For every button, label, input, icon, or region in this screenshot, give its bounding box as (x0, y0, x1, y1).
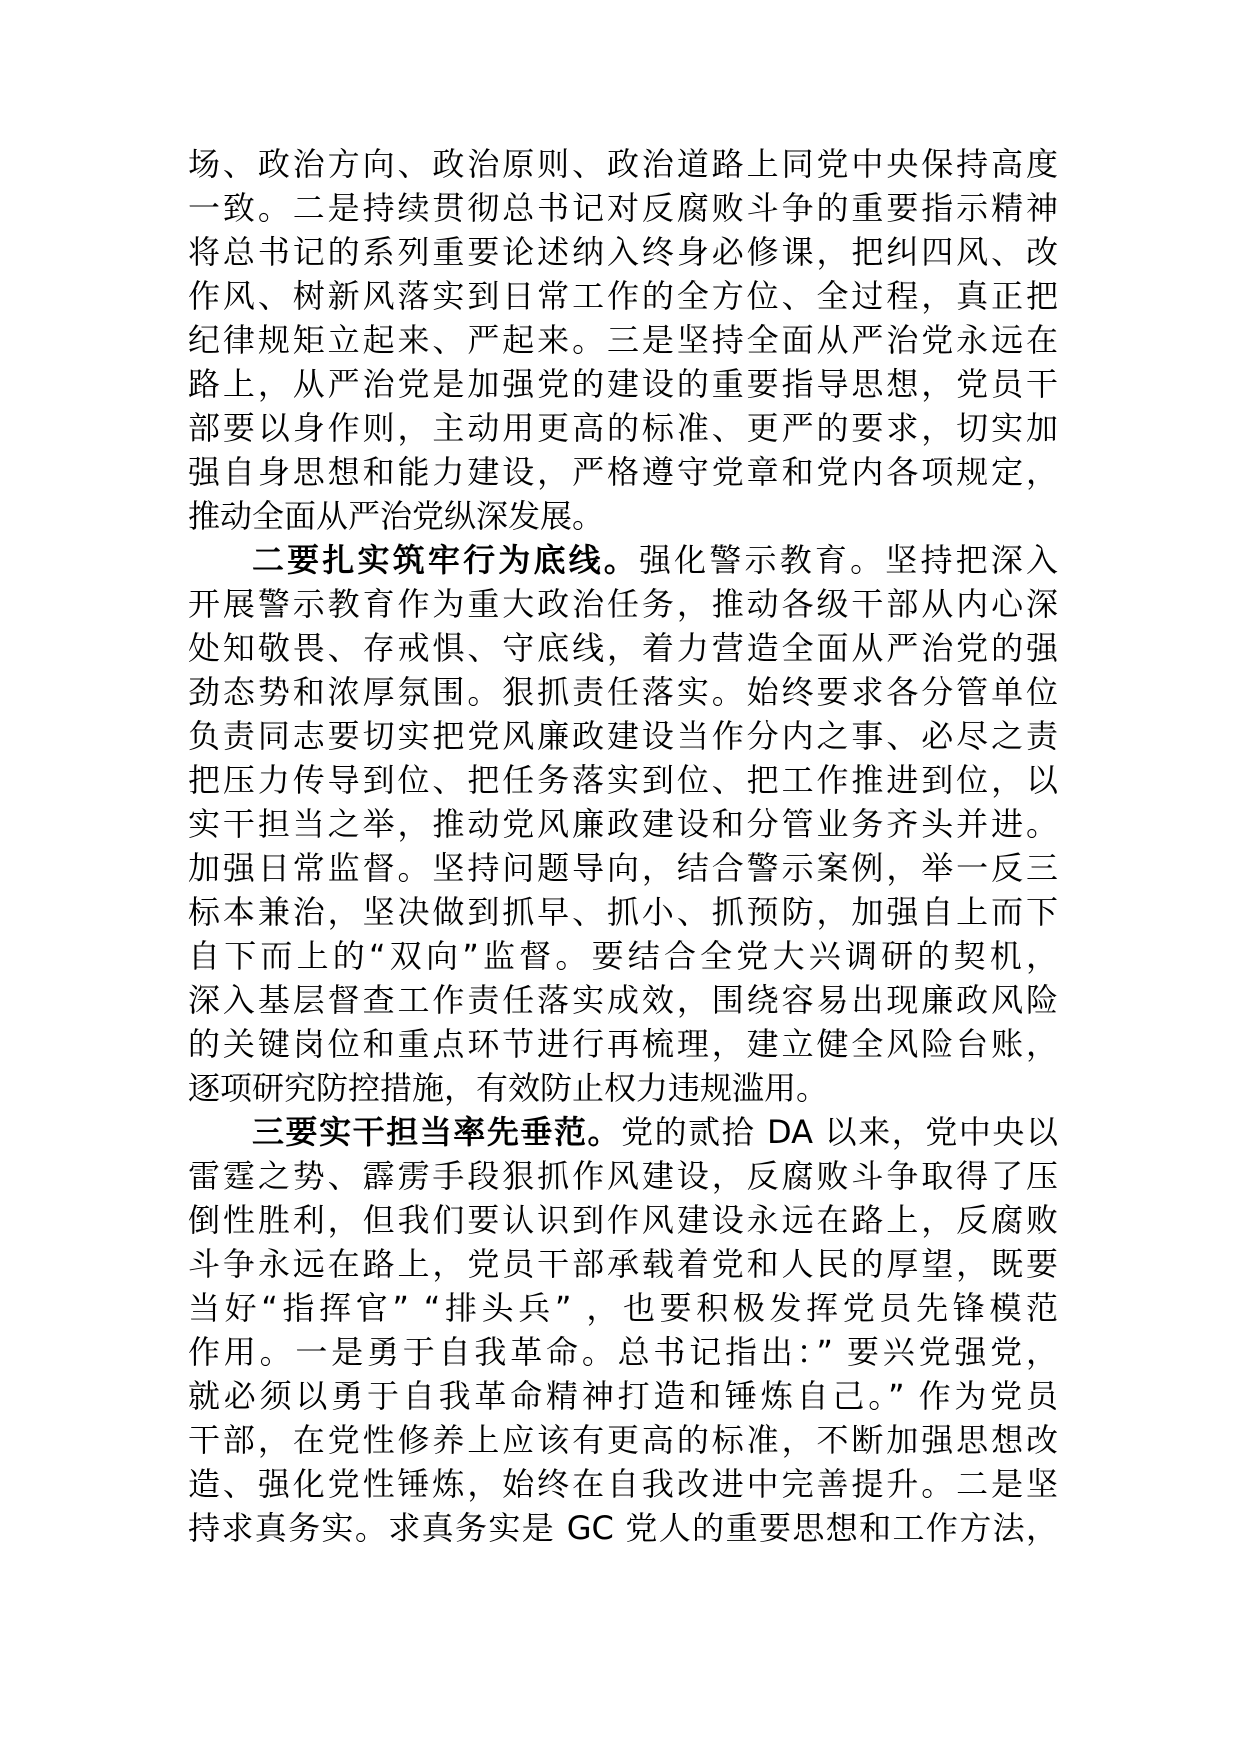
text-line: 推动全面从严治党纵深发展。 (188, 497, 605, 535)
text-line: 自下而上的“双向”监督。要结合全党大兴调研的契机， (188, 937, 1058, 975)
text-line: 劲态势和浓厚氛围。狠抓责任落实。始终要求各分管单位 (188, 673, 1058, 711)
text-line: 强自身思想和能力建设，严格遵守党章和党内各项规定， (188, 453, 1058, 491)
text-line: 将总书记的系列重要论述纳入终身必修课，把纠四风、改 (188, 233, 1058, 271)
text-line: 一致。二是持续贯彻总书记对反腐败斗争的重要指示精神 (188, 189, 1058, 227)
body-text (188, 142, 1058, 1550)
text-line: 纪律规矩立起来、严起来。三是坚持全面从严治党永远在 (188, 321, 1058, 359)
text-line: 加强日常监督。坚持问题导向，结合警示案例，举一反三 (188, 849, 1058, 887)
text-line: 部要以身作则，主动用更高的标准、更严的要求，切实加 (188, 409, 1058, 447)
text-line: 持求真务实。求真务实是 GC 党人的重要思想和工作方法， (188, 1509, 1058, 1547)
paragraph-heading-line (188, 1110, 1058, 1154)
text-line: 当好“指挥官” “排头兵” ，也要积极发挥党员先锋模范 (188, 1289, 1058, 1327)
text-line: 就必须以勇于自我革命精神打造和锤炼自己。” 作为党员 (188, 1377, 1058, 1415)
text-line: 路上，从严治党是加强党的建设的重要指导思想，党员干 (188, 365, 1058, 403)
text-line: 开展警示教育作为重大政治任务，推动各级干部从内心深 (188, 585, 1058, 623)
paragraph-heading-line (188, 538, 1058, 582)
heading-continuation: 党的贰拾 DA 以来，党中央以 (621, 1113, 1058, 1151)
text-line: 斗争永远在路上，党员干部承载着党和人民的厚望，既要 (188, 1245, 1058, 1283)
text-line: 雷霆之势、霹雳手段狠抓作风建设，反腐败斗争取得了压 (188, 1157, 1058, 1195)
text-line: 逐项研究防控措施，有效防止权力违规滥用。 (188, 1069, 829, 1107)
text-line: 深入基层督查工作责任落实成效，围绕容易出现廉政风险 (188, 981, 1058, 1019)
bold-heading: 三要实干担当率先垂范。 (252, 1113, 622, 1151)
text-line: 作风、树新风落实到日常工作的全方位、全过程，真正把 (188, 277, 1058, 315)
heading-continuation: 强化警示教育。坚持把深入 (639, 541, 1058, 579)
text-line: 倒性胜利，但我们要认识到作风建设永远在路上，反腐败 (188, 1201, 1058, 1239)
text-line: 造、强化党性锤炼，始终在自我改进中完善提升。二是坚 (188, 1465, 1058, 1503)
text-line: 处知敬畏、存戒惧、守底线，着力营造全面从严治党的强 (188, 629, 1058, 667)
text-line: 把压力传导到位、把任务落实到位、把工作推进到位，以 (188, 761, 1058, 799)
text-line: 作用。一是勇于自我革命。总书记指出：” 要兴党强党， (188, 1333, 1058, 1371)
text-line: 实干担当之举，推动党风廉政建设和分管业务齐头并进。 (188, 805, 1058, 843)
text-line: 场、政治方向、政治原则、政治道路上同党中央保持高度 (188, 145, 1058, 183)
text-line: 干部，在党性修养上应该有更高的标准，不断加强思想改 (188, 1421, 1058, 1459)
text-line: 负责同志要切实把党风廉政建设当作分内之事、必尽之责 (188, 717, 1058, 755)
text-line: 的关键岗位和重点环节进行再梳理，建立健全风险台账， (188, 1025, 1058, 1063)
text-line: 标本兼治，坚决做到抓早、抓小、抓预防，加强自上而下 (188, 893, 1058, 931)
bold-heading: 二要扎实筑牢行为底线。 (252, 541, 639, 579)
